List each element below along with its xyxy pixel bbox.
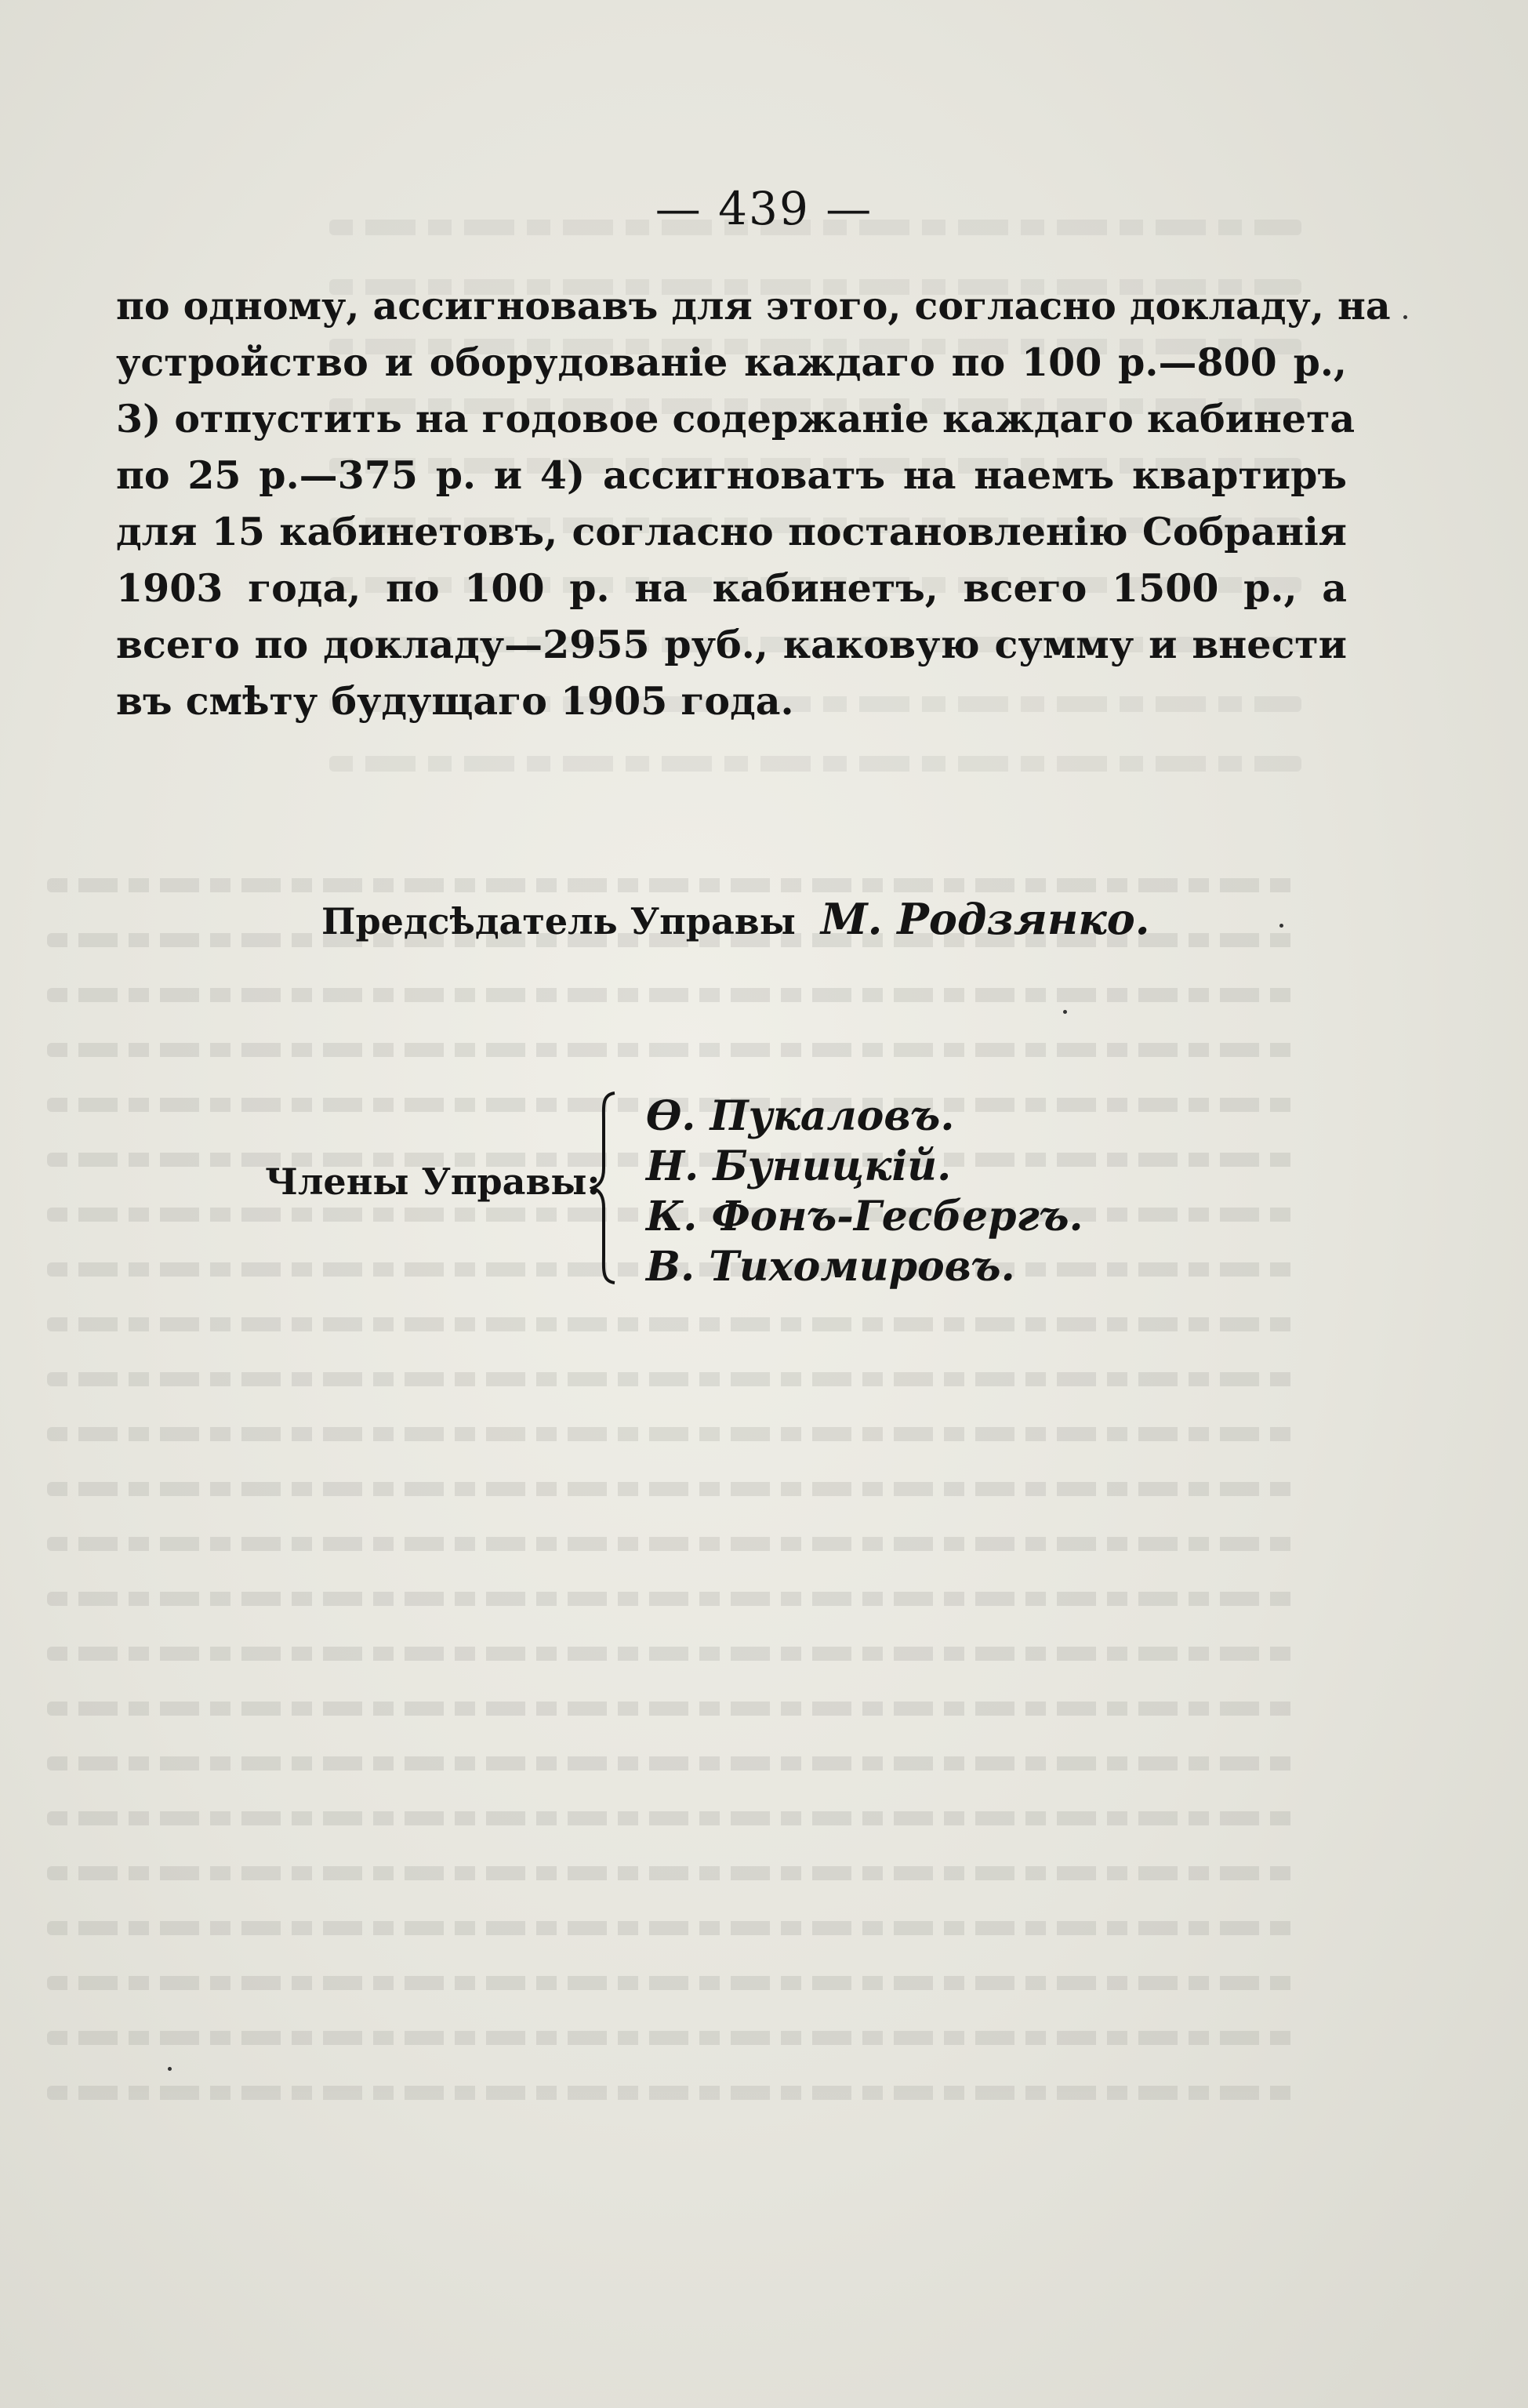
curly-brace-icon bbox=[590, 1090, 621, 1286]
body-line: устройство и оборудованіе каждаго по 100 р.—800 р., bbox=[116, 340, 1347, 385]
print-speck bbox=[1279, 924, 1283, 928]
members-list bbox=[646, 1091, 1083, 1292]
page-number: — 439 — bbox=[655, 182, 873, 235]
member-name: К. Фонъ-Гесбергъ. bbox=[646, 1193, 1083, 1240]
print-speck bbox=[1063, 1010, 1067, 1014]
body-line: 3) отпустить на годовое содержаніе каждаго кабинета bbox=[116, 396, 1356, 441]
member-name: Ѳ. Пукаловъ. bbox=[646, 1092, 955, 1140]
members-label: Члены Управы: bbox=[265, 1160, 601, 1203]
member-name: Н. Буницкій. bbox=[646, 1142, 952, 1190]
body-line: всего по докладу—2955 руб., каковую сумму и внести bbox=[116, 622, 1347, 667]
body-line: 1903 года, по 100 р. на кабинетъ, всего 1500 р., а bbox=[116, 565, 1347, 611]
body-line: по одному, ассигновавъ для этого, согласно докладу, на bbox=[116, 283, 1391, 329]
bleed-through-bottom bbox=[47, 878, 1301, 2211]
body-line: въ смѣту будущаго 1905 года. bbox=[116, 678, 794, 724]
print-speck bbox=[1403, 315, 1407, 319]
chairman-signature: М. Родзянко. bbox=[820, 894, 1150, 944]
member-name: В. Тихомировъ. bbox=[646, 1243, 1015, 1291]
chairman-title: Предсѣдатель Управы bbox=[321, 900, 796, 942]
body-line: для 15 кабинетовъ, согласно постановленію Собранія bbox=[116, 509, 1347, 554]
chairman-signature-block bbox=[321, 894, 1150, 944]
body-paragraph bbox=[116, 278, 1391, 729]
print-speck bbox=[168, 2067, 172, 2071]
body-line: по 25 р.—375 р. и 4) ассигноватъ на наемъ квартиръ bbox=[116, 452, 1347, 498]
